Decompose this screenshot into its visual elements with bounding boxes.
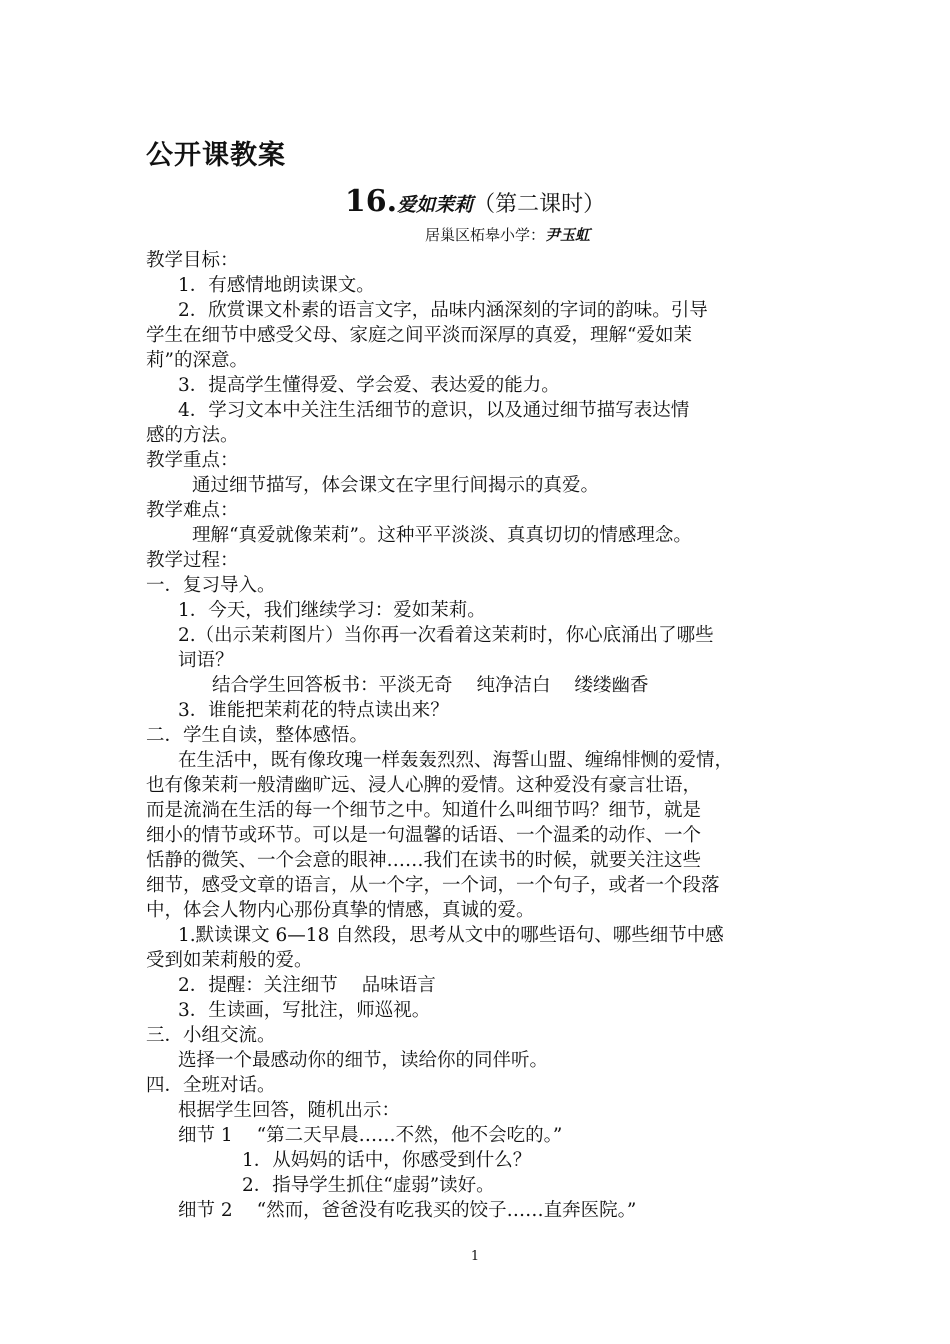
step-heading: 三．小组交流。 <box>146 1025 276 1046</box>
section-heading: 教学难点： <box>146 500 239 521</box>
text-line: 莉”的深意。 <box>146 350 248 371</box>
detail-label: 细节 2 <box>178 1200 233 1221</box>
reminder-label: 2．提醒：关注细节 <box>178 975 338 996</box>
step-heading: 四．全班对话。 <box>146 1075 276 1096</box>
section-heading: 教学过程： <box>146 550 239 571</box>
step-heading: 二．学生自读，整体感悟。 <box>146 725 369 746</box>
text-line: 词语？ <box>178 650 234 671</box>
text-line: 学生在细节中感受父母、家庭之间平淡而深厚的真爱，理解“爱如茉 <box>146 325 692 346</box>
detail-quote: “然而，爸爸没有吃我买的饺子……直奔医院。” <box>256 1200 637 1221</box>
text-line: 4．学习文本中关注生活细节的意识，以及通过细节描写表达情 <box>178 400 690 421</box>
detail-line <box>146 1123 818 1148</box>
detail-line <box>146 1198 818 1223</box>
text-line: 1．从妈妈的话中，你感受到什么？ <box>242 1150 532 1171</box>
author-name: 尹玉虹 <box>545 226 591 244</box>
board-word: 纯净洁白 <box>476 675 551 696</box>
text-line: 1．今天，我们继续学习：爱如茉莉。 <box>178 600 486 621</box>
step-heading: 一．复习导入。 <box>146 575 276 596</box>
text-line: 3．谁能把茉莉花的特点读出来？ <box>178 700 449 721</box>
text-line: 1.默读课文 6—18 自然段，思考从文中的哪些语句、哪些细节中感 <box>178 925 724 946</box>
section-heading: 教学目标： <box>146 250 239 271</box>
text-line: 通过细节描写，体会课文在字里行间揭示的真爱。 <box>192 475 600 496</box>
text-line: 2.（出示茉莉图片）当你再一次看着这茉莉时，你心底涌出了哪些 <box>178 625 714 646</box>
text-line: 在生活中，既有像玫瑰一样轰轰烈烈、海誓山盟、缠绵悱恻的爱情， <box>178 750 734 771</box>
page-number: 1 <box>470 1249 480 1264</box>
text-line: 2．指导学生抓住“虚弱”读好。 <box>242 1175 495 1196</box>
detail-label: 细节 1 <box>178 1125 233 1146</box>
lesson-number: 16. <box>344 184 398 219</box>
text-line: 细小的情节或环节。可以是一句温馨的话语、一个温柔的动作、一个 <box>146 825 702 846</box>
text-line: 3．提高学生懂得爱、学会爱、表达爱的能力。 <box>178 375 560 396</box>
text-line: 恬静的微笑、一个会意的眼神……我们在读书的时候，就要关注这些 <box>146 850 702 871</box>
text-line <box>146 973 818 998</box>
lesson-title <box>0 182 950 225</box>
author-school: 居巢区柘皋小学： <box>425 226 546 244</box>
detail-quote: “第二天早晨……不然，他不会吃的。” <box>256 1125 563 1146</box>
lesson-name: 爱如茉莉 <box>397 194 474 216</box>
text-line: 理解“真爱就像茉莉”。这种平平淡淡、真真切切的情感理念。 <box>192 525 692 546</box>
text-line: 也有像茉莉一般清幽旷远、浸人心脾的爱情。这种爱没有豪言壮语， <box>146 775 702 796</box>
text-line: 3．生读画，写批注，师巡视。 <box>178 1000 431 1021</box>
text-line: 选择一个最感动你的细节，读给你的同伴听。 <box>178 1050 549 1071</box>
board-label: 结合学生回答板书：平淡无奇 <box>212 675 453 696</box>
text-line: 感的方法。 <box>146 425 239 446</box>
text-line: 而是流淌在生活的每一个细节之中。知道什么叫细节吗？细节，就是 <box>146 800 702 821</box>
text-line <box>146 673 818 698</box>
text-line: 受到如茉莉般的爱。 <box>146 950 313 971</box>
text-line: 中，体会人物内心那份真挚的情感，真诚的爱。 <box>146 900 535 921</box>
section-heading: 教学重点： <box>146 450 239 471</box>
document-body <box>146 248 818 1223</box>
text-line: 根据学生回答，随机出示： <box>178 1100 401 1121</box>
text-line: 细节，感受文章的语言，从一个字，一个词，一个句子，或者一个段落 <box>146 875 720 896</box>
reminder-item: 品味语言 <box>361 975 436 996</box>
text-line: 1．有感情地朗读课文。 <box>178 275 375 296</box>
board-word: 缕缕幽香 <box>574 675 649 696</box>
document-heading: 公开课教案 <box>146 140 286 171</box>
author-line <box>425 224 590 245</box>
text-line: 2．欣赏课文朴素的语言文字，品味内涵深刻的字词的韵味。引导 <box>178 300 708 321</box>
lesson-session: （第二课时） <box>473 192 606 217</box>
